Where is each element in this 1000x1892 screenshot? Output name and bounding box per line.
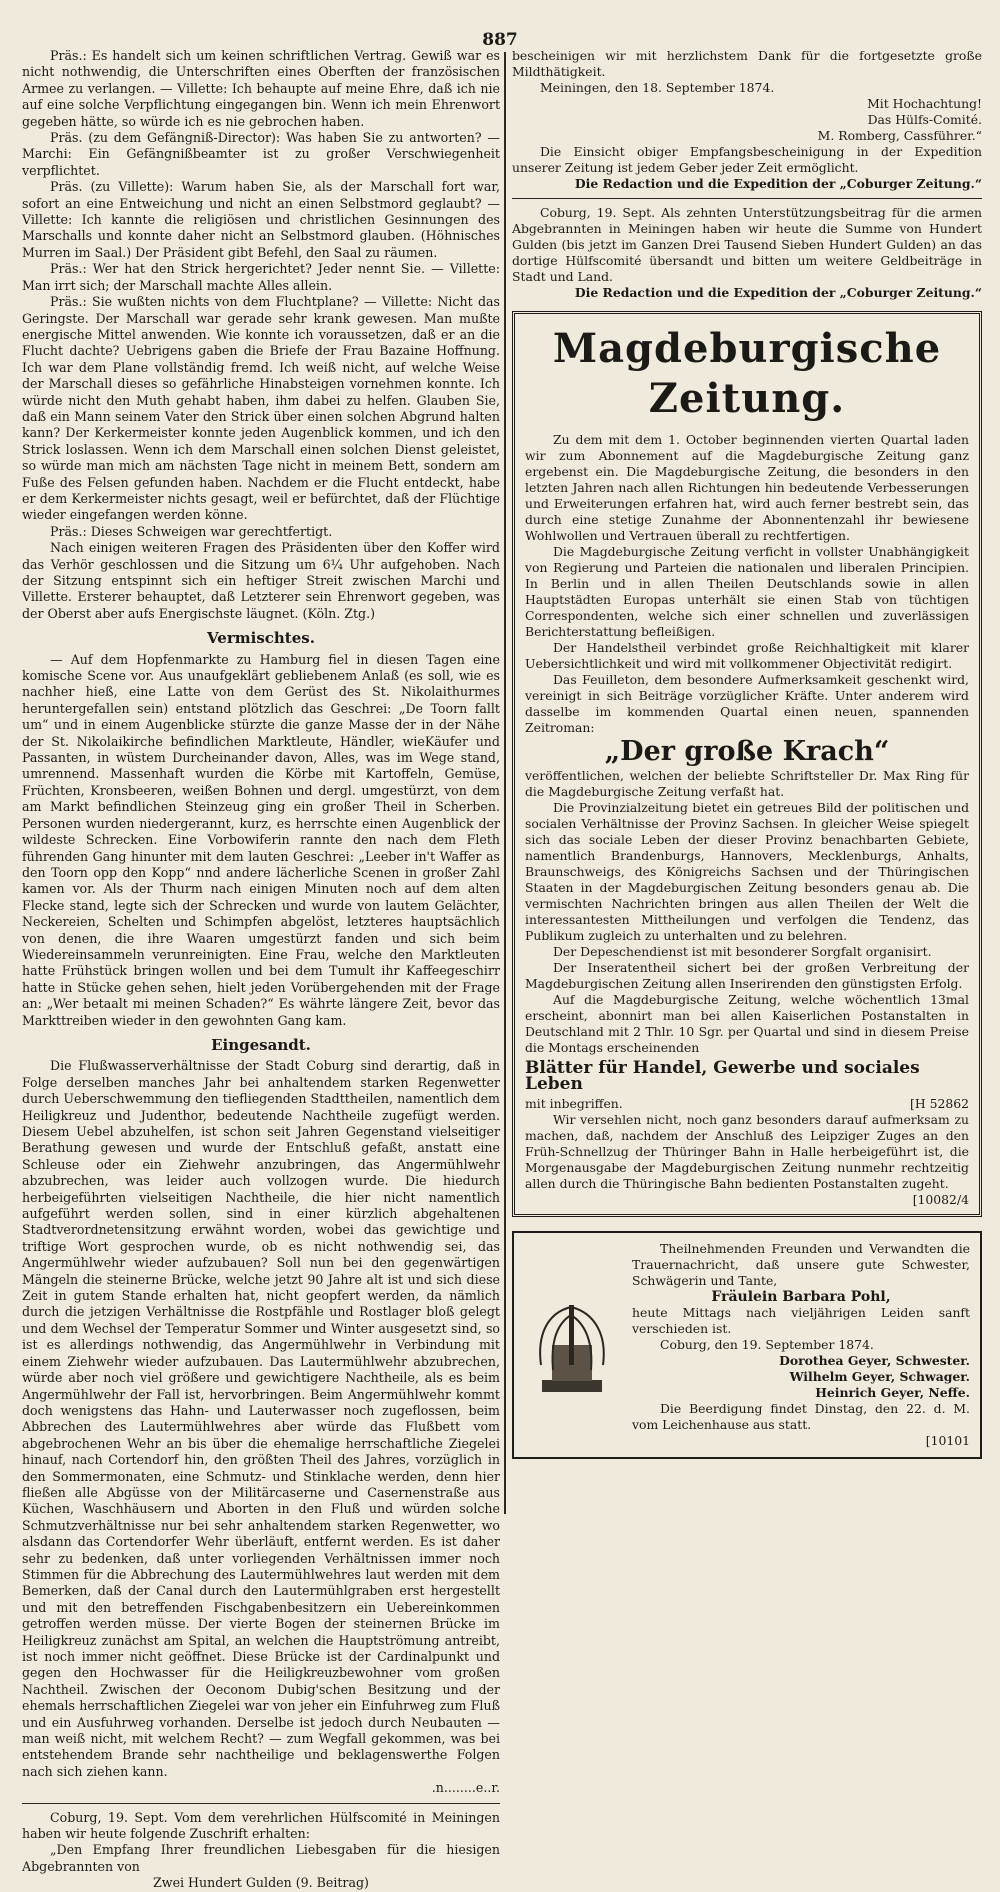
ad-paragraph: Wir versehlen nicht, noch ganz besonders darauf aufmerksam zu machen, daß, nachdem der Anschluß des Leipziger Zuges an den Früh-Schnellzug der Thüringer Bahn in Halle herbeigeführt ist, die Morgenausgabe der Magdeburgischen Zeitung nunmehr rechtzeitig allen durch die Thüringische Bahn bedienten Postanstalten zugeht. [525, 1112, 969, 1191]
mourning-willow-icon [524, 1241, 620, 1449]
page-number: 887 [482, 30, 518, 50]
supplement-title: Blätter für Handel, Gewerbe und sociales Leben [525, 1058, 920, 1094]
section-heading-misc: Vermischtes. [207, 629, 315, 648]
obituary-signer: Dorothea Geyer, Schwester. [779, 1353, 970, 1368]
coburg-quote: „Den Empfang Ihrer freundlichen Liebesgaben für die hiesigen Abgebrannten von [22, 1842, 500, 1874]
separator [512, 198, 982, 199]
ad-paragraph: Das Feuilleton, dem besondere Aufmerksamkeit geschenkt wird, vereinigt in sich Beiträge vorzüglicher Kräfte. Unter anderem wird dasselbe im kommenden Quartal einen neuen, spannenden Zeitroman: [525, 672, 969, 735]
right-column [512, 48, 982, 1518]
obituary-signer: Heinrich Geyer, Neffe. [815, 1385, 970, 1400]
ad-reference: [H 52862 [910, 1096, 969, 1111]
ad-paragraph: veröffentlichen, welchen der beliebte Schriftsteller Dr. Max Ring für die Magdeburgische Zeitung verfaßt hat. [525, 768, 969, 799]
funeral-note: Die Beerdigung findet Dinstag, den 22. d. M. vom Leichenhause aus statt. [632, 1401, 970, 1432]
sent-paragraph: Die Flußwasserverhältnisse der Stadt Coburg sind derartig, daß in Folge derselben manches Jahr bei anhaltendem starken Regenwetter durch Ueberschwemmung den tiefliegenden Stadttheilen, namentlich dem Heiligkreuz und Judenthor, bedeutende Nachtheile zugefügt werden. Diesem Uebel abzuhelfen, ist schon seit Jahren Gegenstand vielseitiger Berathung gewesen und wurde der Entschluß gefaßt, anstatt eine Schleuse oder ein Ziehwehr anzubringen, das Angermühlwehr abzubrechen, was leider auch vollzogen wurde. Die hiedurch herbeigeführten vielseitigen Nachtheile, die hier nicht namentlich aufgeführt werden sollen, sind in einer kürzlich abgehaltenen Stadtverordnetensitzung erwähnt worden, wobei das gewichtige und triftige Wort gesprochen wurde, ob es nicht nothwendig sei, das Angermühlwehr wieder aufzubauen? Soll nun bei den gegenwärtigen Mängeln die steinerne Brücke, welche jetzt 90 Jahre alt ist und sich diese Zeit in gutem Stande erhalten hat, nicht geopfert werden, da nämlich durch die jetzigen Verhältnisse die Rostpfähle und Rostlager bloß gelegt und dem Wechsel der Temperatur Sommer und Winter ausgesetzt sind, so ist es allerdings nothwendig, das Angermühlwehr in Verbindung mit einem Ziehwehr wieder aufzubauen. Das Lautermühlwehr abzubrechen, würde aber noch viel größere und gewichtigere Nachtheile, als es beim Angermühlwehr der Fall ist, hervorbringen. Beim Angermühlwehr kommt doch wenigstens das Hahn- und Lauterwasser noch zugeflossen, beim Abbrechen des Lautermühlwehres aber würde das Flußbett vom abgebrochenen Wehr an bis über die ehemalige herrschaftliche Ziegelei hinauf, nach Cortendorf hin, den größten Theil des Jahres, vorzüglich in den Sommermonaten, eine Schmutz- und Stinklache werden, denn hier fließen alle Abgüsse von der Militärcaserne und Casernenstraße aus Küchen, Waschhäusern und Aborten in den Fluß und würden solche Schmutzverhältnisse nur bei sehr anhaltendem starken Regenwetter, wo alsdann das Cortendorfer Wehr überläuft, entfernt werden. Es ist daher sehr zu bedenken, daß unter vorliegenden Verhältnissen immer noch Stimmen für die Abbrechung des Lautermühlwehres laut werden mit dem Bemerken, daß der Canal durch den Lautermühlgraben erst hergestellt und mit den betreffenden Fischgabenbesitzern ein Uebereinkommen getroffen werden müsse. Der vierte Bogen der steinernen Brücke im Heiligkreuz zunächst am Spital, an welchen die Hauptströmung antreibt, ist noch immer nicht geöffnet. Diese Brücke ist der Cardinalpunkt und gegen den Hochwasser für die Heiligkreuzbewohner vom großen Nachtheil. Zwischen der Oeconom Dubig'schen Besitzung und der ehemals herrschaftlichen Ziegelei war von jeher ein Einfuhrweg zum Fluß und ein Ausfuhrweg vorhanden. Derselbe ist jedoch durch Neubauten — man weiß nicht, mit welchem Recht? — zum Wegfall gekommen, was bei entstehendem Brande sehr nachtheilige und beklagenswerthe Folgen nach sich ziehen kann. [22, 1058, 500, 1779]
novel-title: „Der große Krach“ [604, 736, 890, 767]
obituary-text: heute Mittags nach vieljährigen Leiden sanft verschieden ist. [632, 1305, 970, 1336]
obituary-date: Coburg, den 19. September 1874. [660, 1337, 874, 1352]
coburg-donation-notice: Coburg, 19. Sept. Als zehnten Unterstützungsbeitrag für die armen Abgebrannten in Meiningen haben wir heute die Summe von Hundert Gulden (bis jetzt im Ganzen Drei Tausend Sieben Hundert Gulden) an das dortige Hülfscomité übersandt und bitten um weitere Geldbeiträge in Stadt und Land. [512, 205, 982, 284]
sent-signature: .n........e..r. [431, 1780, 500, 1796]
receipt-note: Die Einsicht obiger Empfangsbescheinigung in der Expedition unserer Zeitung ist jedem Geber jeder Zeit ermöglicht. [512, 144, 982, 175]
trial-paragraph: Präs.: Wer hat den Strick hergerichtet? Jeder nennt Sie. — Villette: Man irrt sich; der Marschall machte Alles allein. [22, 261, 500, 293]
ad-paragraph: Der Inseratentheil sichert bei der großen Verbreitung der Magdeburgischen Zeitung allen Inserirenden den günstigsten Erfolg. [525, 960, 969, 991]
trial-paragraph: Präs.: Es handelt sich um keinen schriftlichen Vertrag. Gewiß war es nicht nothwendig, die Unterschriften eines Oberften der französischen Armee zu verlangen. — Villette: Ich behaupte auf meine Ehre, daß ich nie auf eine solche Verpflichtung eingegangen bin. Wenn ich mein Ehrenwort gegeben hätte, so würde ich es nie gebrochen haben. [22, 48, 500, 129]
trial-paragraph: Nach einigen weiteren Fragen des Präsidenten über den Koffer wird das Verhör geschlossen und die Sitzung um 6¼ Uhr aufgehoben. Nach der Sitzung entspinnt sich ein heftiger Streit zwischen Marchi und Villette. Ersterer behauptet, daß Letzterer sein Ehrenwort gegeben, was der Oberst aber aufs Energischste läugnet. (Köln. Ztg.) [22, 540, 500, 621]
ad-paragraph: Die Magdeburgische Zeitung verficht in vollster Unabhängigkeit von Regierung und Parteien die nationalen und liberalen Principien. In Berlin und in allen Theilen Deutschlands sowie in allen Hauptstädten Europas unterhält sie einen Stab von tüchtigen Correspondenten, welche sich einer schnellen und zuverlässigen Berichterstattung befleißigen. [525, 544, 969, 639]
coburg-notice: Coburg, 19. Sept. Vom dem verehrlichen Hülfscomité in Meiningen haben wir heute folgende Zuschrift erhalten: [22, 1809, 500, 1842]
obituary [512, 1231, 982, 1459]
trial-paragraph: Präs. (zu Villette): Warum haben Sie, als der Marschall fort war, sofort an eine Entweichung und nicht an einen Selbstmord geglaubt? — Villette: Ich kannte die religiösen und christlichen Gesinnungen des Marschalls und konnte daher nicht an Selbstmord glauben. (Höhnisches Murren im Saal.) Der Präsident gibt Befehl, den Saal zu räumen. [22, 179, 500, 260]
ad-paragraph: Auf die Magdeburgische Zeitung, welche wöchentlich 13mal erscheint, abonnirt man bei allen Kaiserlichen Postanstalten in Deutschland mit 2 Thlr. 10 Sgr. per Quartal und sind in diesem Preise die Montags erscheinenden [525, 992, 969, 1055]
trial-paragraph: Präs.: Sie wußten nichts von dem Fluchtplane? — Villette: Nicht das Geringste. Der Marschall war gerade sehr krank gewesen. Man mußte energische Mittel anwenden. Wie konnte ich voraussetzen, daß er an die Flucht dachte? Uebrigens gaben die Briefe der Frau Bazaine Hoffnung. Ich war dem Plane vollständig fremd. Ich weiß nicht, auf welche Weise der Marschall dieses so gefährliche Hinabsteigen vornehmen konnte. Ich würde nicht den Muth gehabt haben, ihm dabei zu helfen. Glauben Sie, daß ein Mann seinem Vater den Strick über einen solchen Abgrund halten kann? Der Kerkermeister konnte jeden Augenblick kommen, und ich den Strick loslassen. Wenn ich dem Marschall einen solchen Dienst geleistet, so würde man mich am nächsten Tage nicht in meinem Bett, sondern am Fuße des Felsen gefunden haben. Nachdem er die Flucht entdeckt, habe er dem Kerkermeister nichts gesagt, weil er befürchtet, daß der Flüchtige wieder eingefangen werden könne. [22, 294, 500, 523]
trial-paragraph: Präs.: Dieses Schweigen war gerechtfertigt. [50, 523, 333, 539]
separator [22, 1803, 500, 1804]
trial-paragraph: Präs. (zu dem Gefängniß-Director): Was haben Sie zu antworten? — Marchi: Ein Gefängnißbeamter ist zu großer Verschwiegenheit verpflichtet. [22, 130, 500, 178]
ad-paragraph: Der Handelstheil verbindet große Reichhaltigkeit mit klarer Uebersichtlichkeit und wird mit vollkommener Objectivität redigirt. [525, 640, 969, 671]
ad-included: mit inbegriffen. [525, 1096, 623, 1111]
deceased-name: Fräulein Barbara Pohl, [711, 1289, 891, 1305]
thanks-text: bescheinigen wir mit herzlichstem Dank für die fortgesetzte große Mildthätigkeit. [512, 48, 982, 79]
ad-paragraph: Zu dem mit dem 1. October beginnenden vierten Quartal laden wir zum Abonnement auf die Magdeburgische Zeitung ganz ergebenst ein. Die Magdeburgische Zeitung, die besonders in den letzten Jahren nach allen Richtungen hin bedeutende Verbesserungen und Erweiterungen erfahren hat, wird auch ferner bestrebt sein, das durch eine stetige Zunahme der Abonnentenzahl ihr bewiesene Wohlwollen und Vertrauen überall zu rechtfertigen. [525, 432, 969, 543]
column-divider [504, 52, 506, 1514]
editorial-signature: Die Redaction und die Expedition der „Coburger Zeitung.“ [574, 285, 982, 300]
magdeburg-ad [512, 311, 982, 1217]
coburg-amount: Zwei Hundert Gulden (9. Beitrag) [153, 1875, 369, 1891]
ad-title: Magdeburgische Zeitung. [552, 325, 942, 422]
section-heading-sent: Eingesandt. [211, 1035, 311, 1054]
meiningen-date: Meiningen, den 18. September 1874. [540, 80, 775, 95]
treasurer: M. Romberg, Cassführer.“ [817, 128, 982, 143]
ad-reference: [10082/4 [912, 1192, 969, 1207]
misc-paragraph: — Auf dem Hopfenmarkte zu Hamburg fiel in diesen Tagen eine komische Scene vor. Aus unaufgeklärt gebliebenem Anlaß (es soll, wie es nachher hieß, eine Latte von dem Gerüst des St. Nikolaithurmes heruntergefallen sein) entstand plötzlich das Geschrei: „De Toorn fallt um“ und in einem Augenblicke stürzte die ganze Masse der in der Nähe der St. Nikolaikirche befindlichen Marktleute, Händler, wieKäufer und Passanten, in wüstem Durcheinander davon, Alles, was im Wege stand, umrennend. Massenhaft wurden die Körbe mit Kartoffeln, Gemüse, Früchten, Kronsbeeren, weißen Bohnen und dergl. umgestürzt, von dem am Markt befindlichen Steinzeug ging ein großer Theil in Scherben. Personen wurden niedergerannt, kurz, es herrschte einen Augenblick der wildeste Schrecken. Eine Vorbowiferin rannte den nach dem Fleth führenden Gang hinunter mit dem lauten Geschrei: „Leeber in't Waffer as den Toorn opp den Kopp“ nnd andere lächerliche Scenen in großer Zahl kamen vor. Als der Thurm nach einigen Minuten noch auf dem alten Flecke stand, legte sich der Schrecken und wurde von lautem Gelächter, Neckereien, Schelten und Schimpfen abgelöst, letzteres hauptsächlich von denen, die ihre Waaren umgestürzt fanden und sich beim Wiedereinsammeln verunreinigten. Eine Frau, welche den Marktleuten hatte Frühstück bringen wollen und bei dem Tumult ihr Kaffeegeschirr hatte in Stücke gehen sehen, hielt jeden Vorübergehenden mit der Frage an: „Wer betaalt mi meinen Schaden?“ Es währte längere Zeit, bevor das Markttreiben wieder in den gewohnten Gang kam. [22, 651, 500, 1028]
ad-paragraph: Die Provinzialzeitung bietet ein getreues Bild der politischen und socialen Verhältnisse der Provinz Sachsen. In gleicher Weise spiegelt sich das sociale Leben der dieser Provinz benachbarten Gebiete, namentlich Brandenburgs, Hannovers, Mecklenburgs, Anhalts, Braunschweigs, des Königreichs Sachsen und der Thüringischen Staaten in der Magdeburgischen Zeitung besonders genau ab. Die vermischten Nachrichten bringen aus allen Theilen der Welt die interessantesten Mittheilungen und verfolgen die Tendenz, das Publikum zugleich zu unterhalten und zu belehren. [525, 800, 969, 943]
obituary-signer: Wilhelm Geyer, Schwager. [789, 1369, 970, 1384]
obituary-intro: Theilnehmenden Freunden und Verwandten die Trauernachricht, daß unsere gute Schwester, Schwägerin und Tante, [632, 1241, 970, 1288]
ad-paragraph: Der Depeschendienst ist mit besonderer Sorgfalt organisirt. [553, 944, 932, 959]
regards: Mit Hochachtung! [867, 96, 982, 111]
committee: Das Hülfs-Comité. [867, 112, 982, 127]
left-column [22, 48, 500, 1891]
editorial-signature: Die Redaction und die Expedition der „Coburger Zeitung.“ [574, 176, 982, 191]
obituary-reference: [10101 [925, 1433, 970, 1448]
